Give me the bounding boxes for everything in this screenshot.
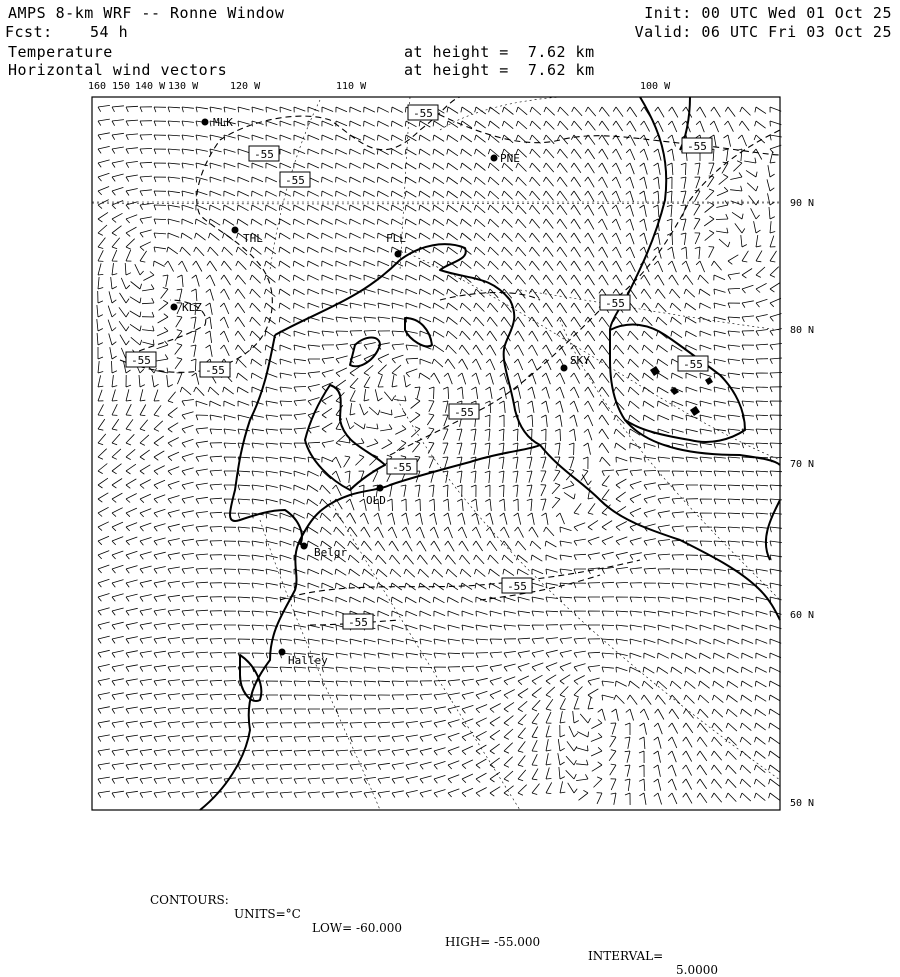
valid-time: Valid: 06 UTC Fri 03 Oct 25 bbox=[634, 23, 892, 41]
field-height-wind: at height = 7.62 km bbox=[404, 61, 595, 79]
init-time: Init: 00 UTC Wed 01 Oct 25 bbox=[644, 4, 892, 22]
longitude-label: 140 W bbox=[135, 81, 166, 92]
contour-label: -55 bbox=[254, 148, 274, 161]
longitude-label: 110 W bbox=[336, 81, 367, 92]
latitude-label: 90 N bbox=[790, 198, 815, 209]
field-name-temperature: Temperature bbox=[8, 43, 113, 61]
contour-label: -55 bbox=[507, 580, 527, 593]
contour-label: -55 bbox=[348, 616, 368, 629]
map-frame bbox=[92, 97, 780, 810]
contour-label: -55 bbox=[392, 461, 412, 474]
station-label: OLD bbox=[366, 494, 386, 507]
latitude-label: 70 N bbox=[790, 459, 815, 470]
forecast-label: Fcst: bbox=[5, 23, 53, 41]
legend-high: HIGH= -55.000 bbox=[445, 935, 541, 949]
longitude-labels bbox=[88, 81, 671, 92]
legend-units: UNITS=°C bbox=[234, 907, 301, 921]
station-marker bbox=[279, 649, 286, 656]
contour-label: -55 bbox=[413, 107, 433, 120]
station-label: Belgr bbox=[314, 546, 348, 559]
map-title: AMPS 8-km WRF -- Ronne Window bbox=[8, 4, 285, 22]
station-label: FLL bbox=[386, 232, 406, 245]
station-marker bbox=[171, 304, 178, 311]
station-marker bbox=[491, 155, 498, 162]
contour-label: -55 bbox=[285, 174, 305, 187]
station-label: KLZ bbox=[182, 301, 202, 314]
station-marker bbox=[395, 251, 402, 258]
station-label: PNE bbox=[500, 152, 520, 165]
legend-interval-value: 5.0000 bbox=[676, 963, 718, 977]
legend-contours: CONTOURS: bbox=[150, 893, 229, 907]
longitude-label: 130 W bbox=[168, 81, 199, 92]
latitude-labels bbox=[790, 198, 814, 809]
longitude-label: 150 bbox=[112, 81, 131, 92]
station-label: MLK bbox=[213, 116, 233, 129]
contour-label: -55 bbox=[683, 358, 703, 371]
contour-label: -55 bbox=[131, 354, 151, 367]
station-marker bbox=[377, 485, 384, 492]
contour-label: -55 bbox=[454, 406, 474, 419]
field-height-temperature: at height = 7.62 km bbox=[404, 43, 595, 61]
legend-low: LOW= -60.000 bbox=[312, 921, 403, 935]
legend-interval: INTERVAL= bbox=[588, 949, 664, 963]
station-label: THL bbox=[243, 232, 263, 245]
station-marker bbox=[202, 119, 209, 126]
longitude-label: 100 W bbox=[640, 81, 671, 92]
station-label: SKY bbox=[570, 354, 590, 367]
station-marker bbox=[561, 365, 568, 372]
contour-label: -55 bbox=[605, 297, 625, 310]
contour-label: -55 bbox=[205, 364, 225, 377]
station-marker bbox=[232, 227, 239, 234]
contour-legend bbox=[0, 879, 900, 977]
longitude-label: 160 bbox=[88, 81, 107, 92]
latitude-label: 80 N bbox=[790, 325, 815, 336]
field-name-wind: Horizontal wind vectors bbox=[8, 61, 228, 79]
longitude-label: 120 W bbox=[230, 81, 261, 92]
contour-label: -55 bbox=[687, 140, 707, 153]
forecast-hour: 54 h bbox=[90, 23, 129, 41]
station-label: Halley bbox=[288, 654, 328, 667]
station-marker bbox=[301, 543, 308, 550]
latitude-label: 60 N bbox=[790, 610, 815, 621]
latitude-label: 50 N bbox=[790, 798, 815, 809]
